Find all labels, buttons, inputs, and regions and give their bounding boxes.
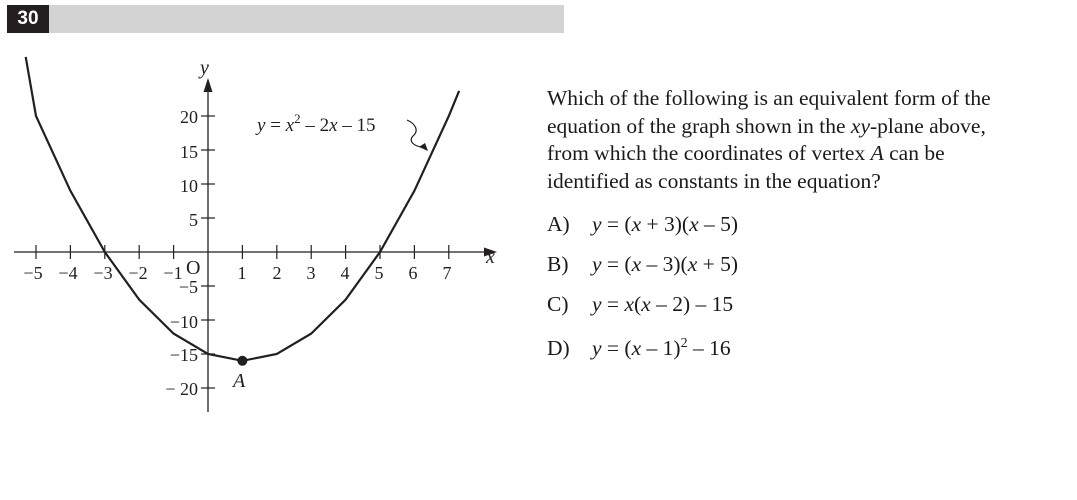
choice-expression: y = (x – 1)$^2$ – 16 [592, 336, 731, 361]
question-line: from which the coordinates of vertex A can be [547, 141, 945, 165]
x-tick-label: −2 [128, 263, 148, 283]
x-tick-label: 6 [408, 263, 418, 283]
x-tick-label: 2 [272, 263, 282, 283]
parabola-graph [0, 40, 520, 440]
vertex-label: A [233, 370, 246, 392]
question-line: identified as constants in the equation? [547, 168, 881, 193]
choice-letter: D) [547, 336, 570, 360]
x-axis-label: x [486, 246, 495, 268]
y-tick-label: 15 [180, 142, 198, 162]
pointer-arrow-icon [419, 143, 428, 151]
vertex-point [237, 356, 247, 366]
y-tick-label: 20 [180, 107, 198, 127]
choice-letter: C) [547, 292, 569, 316]
x-tick-label: −3 [93, 263, 113, 283]
x-tick-label: 1 [237, 263, 247, 283]
y-axis-label: y [200, 57, 209, 79]
question-line: Which of the following is an equivalent form of the [547, 86, 991, 110]
parabola-curve [26, 57, 459, 361]
y-tick-label: − 20 [165, 379, 198, 399]
origin-label: O [186, 257, 201, 279]
y-tick-label: −5 [178, 277, 198, 297]
y-tick-label: −15 [169, 345, 198, 365]
y-tick-label: 5 [189, 210, 198, 230]
y-tick-label: −10 [169, 312, 198, 332]
x-tick-label: −1 [163, 263, 183, 283]
x-tick-label: 3 [306, 263, 316, 283]
choice-letter: A) [547, 212, 570, 236]
x-tick-label: −4 [58, 263, 78, 283]
y-axis-arrow-icon [204, 78, 213, 92]
choice-letter: B) [547, 252, 569, 276]
x-tick-label: −5 [23, 263, 43, 283]
curve-equation-label: $y = x^2 - 2x - 15$ [257, 111, 376, 136]
question-text [547, 85, 1067, 195]
label-pointer [407, 120, 424, 147]
choice-expression: y = (x – 3)(x + 5) [592, 252, 739, 276]
question-number: 30 [7, 5, 49, 33]
y-tick-label: 10 [180, 176, 198, 196]
x-tick-label: 5 [374, 263, 384, 283]
choice-expression: y = (x + 3)(x – 5) [592, 212, 739, 236]
question-header-bar [49, 5, 564, 33]
choice-expression: y = x(x – 2) – 15 [592, 292, 734, 316]
x-tick-label: 4 [340, 263, 350, 283]
x-tick-label: 7 [442, 263, 452, 283]
question-line: equation of the graph shown in the xy-plane above, [547, 113, 986, 138]
